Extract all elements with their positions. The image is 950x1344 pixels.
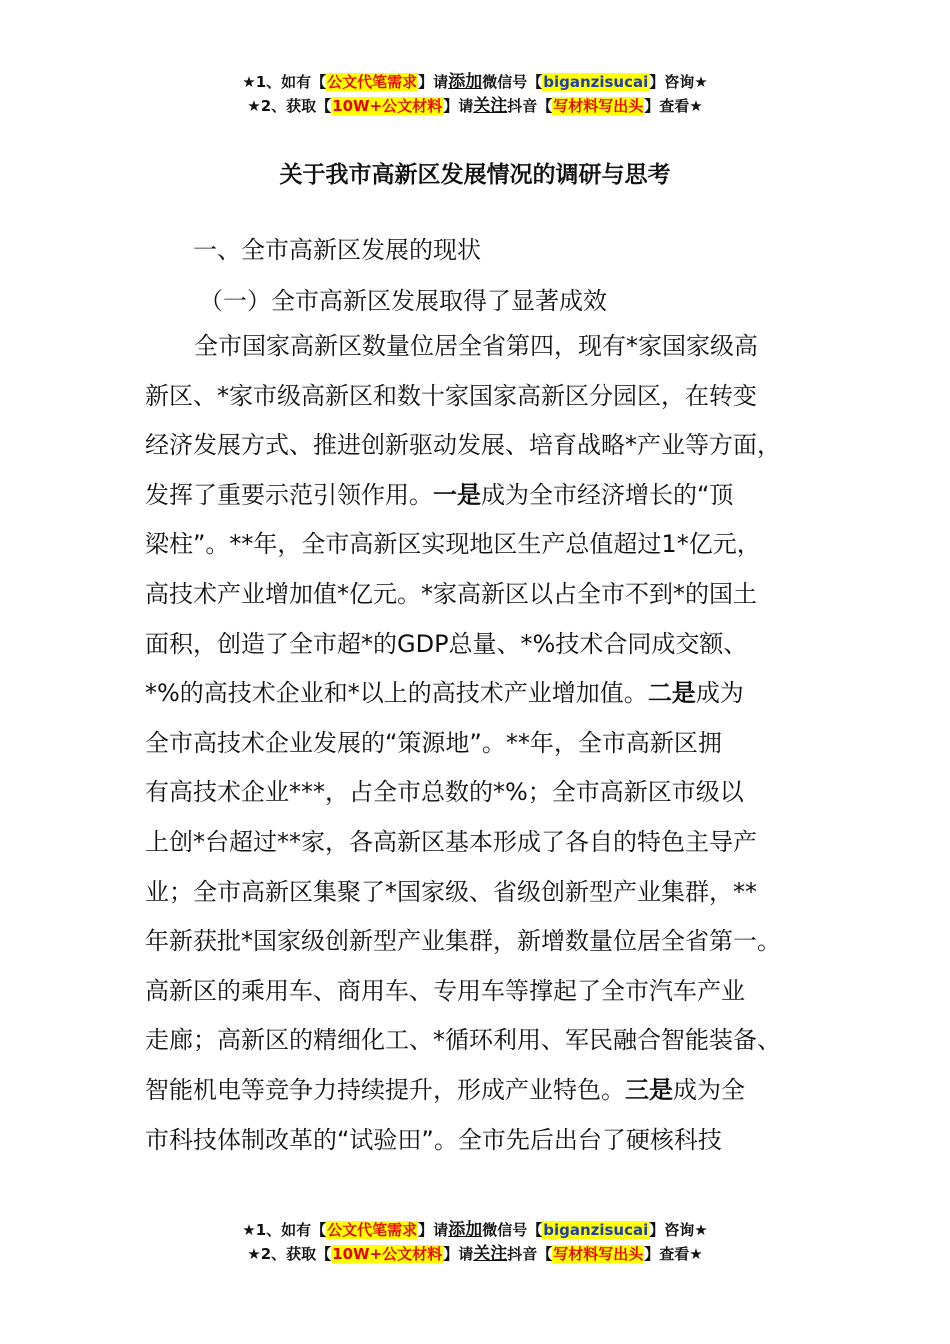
banner-line-2 <box>0 94 950 118</box>
document-title: 关于我市高新区发展情况的调研与思考 <box>279 162 671 188</box>
body-paragraph <box>145 322 825 1165</box>
banner-highlight: 写材料写出头 <box>553 97 644 115</box>
banner-underlined: 关注 <box>473 96 508 116</box>
body-bold-marker: 一是 <box>433 480 481 509</box>
banner-text: 】请 <box>418 73 449 91</box>
body-line: 梁柱”。**年，全市高新区实现地区生产总值超过1*亿元， <box>145 530 761 559</box>
banner-text: 】查看★ <box>644 97 703 115</box>
body-line: 年新获批*国家级创新型产业集群，新增数量位居全省第一。 <box>145 927 781 956</box>
header-banner <box>0 70 950 118</box>
banner-text: 】咨询★ <box>649 73 708 91</box>
banner-text: ★2、获取【 <box>247 1245 332 1263</box>
body-line: 高技术产业增加值*亿元。*家高新区以占全市不到*的国土 <box>145 579 757 608</box>
body-bold-marker: 二是 <box>647 679 696 708</box>
banner-underlined: 添加 <box>448 72 483 92</box>
banner-text: 抖音【 <box>507 1245 553 1263</box>
banner-text: 微信号【 <box>482 1221 543 1239</box>
banner-highlight: 10W+公文材料 <box>332 1245 443 1263</box>
banner-text: 抖音【 <box>507 97 553 115</box>
body-line: 新区、*家市级高新区和数十家国家高新区分园区，在转变 <box>145 381 757 410</box>
body-line: 市科技体制改革的“试验田”。全市先后出台了硬核科技 <box>145 1125 722 1154</box>
banner-text: 】请 <box>443 1245 474 1263</box>
body-text: 发挥了重要示范引领作用。 <box>145 480 433 509</box>
banner-line-1 <box>0 1218 950 1242</box>
body-line <box>145 1066 825 1116</box>
banner-text: ★2、获取【 <box>247 97 332 115</box>
body-text: 智能机电等竞争力持续提升，形成产业特色。 <box>145 1075 625 1104</box>
body-line: 全市高技术企业发展的“策源地”。**年，全市高新区拥 <box>145 728 722 757</box>
body-line: 上创*台超过**家，各高新区基本形成了各自的特色主导产 <box>145 827 757 856</box>
body-text: *%的高技术企业和*以上的高技术产业增加值。 <box>145 679 648 708</box>
body-line <box>145 471 825 521</box>
banner-text: ★1、如有【 <box>242 1221 327 1239</box>
body-line: 高新区的乘用车、商用车、专用车等撑起了全市汽车产业 <box>145 976 745 1005</box>
banner-text: 】咨询★ <box>649 1221 708 1239</box>
body-line: 走廊；高新区的精细化工、*循环利用、军民融合智能装备、 <box>145 1026 781 1055</box>
body-line: 面积，创造了全市超*的GDP总量、*%技术合同成交额、 <box>145 629 748 658</box>
body-text: 成为全 <box>673 1075 745 1104</box>
banner-line-2 <box>0 1242 950 1266</box>
body-line: 全市国家高新区数量位居全省第四，现有*家国家级高 <box>194 332 758 360</box>
banner-text: 微信号【 <box>482 73 543 91</box>
body-line: 业；全市高新区集聚了*国家级、省级创新型产业集群，** <box>145 877 757 906</box>
body-line: 经济发展方式、推进创新驱动发展、培育战略*产业等方面， <box>145 431 781 460</box>
banner-text: 】查看★ <box>644 1245 703 1263</box>
body-bold-marker: 三是 <box>625 1075 673 1104</box>
banner-highlight: 10W+公文材料 <box>332 97 443 115</box>
banner-line-1 <box>0 70 950 94</box>
body-line: 有高技术企业***，占全市总数的*%；全市高新区市级以 <box>145 778 744 807</box>
banner-text: 】请 <box>443 97 474 115</box>
wechat-id-highlight: biganzisucai <box>543 73 649 91</box>
body-text: 成为 <box>695 679 744 708</box>
subsection-heading: （一）全市高新区发展取得了显著成效 <box>199 287 607 315</box>
banner-highlight: 写材料写出头 <box>553 1245 644 1263</box>
banner-text: 】请 <box>418 1221 449 1239</box>
body-line <box>145 669 825 719</box>
banner-highlight: 公文代笔需求 <box>327 1221 418 1239</box>
body-text: 成为全市经济增长的“顶 <box>481 480 734 509</box>
banner-underlined: 添加 <box>448 1220 483 1240</box>
banner-highlight: 公文代笔需求 <box>327 73 418 91</box>
wechat-id-highlight: biganzisucai <box>543 1221 649 1239</box>
banner-text: ★1、如有【 <box>242 73 327 91</box>
banner-underlined: 关注 <box>473 1244 508 1264</box>
section-heading: 一、全市高新区发展的现状 <box>193 236 481 264</box>
footer-banner <box>0 1218 950 1266</box>
